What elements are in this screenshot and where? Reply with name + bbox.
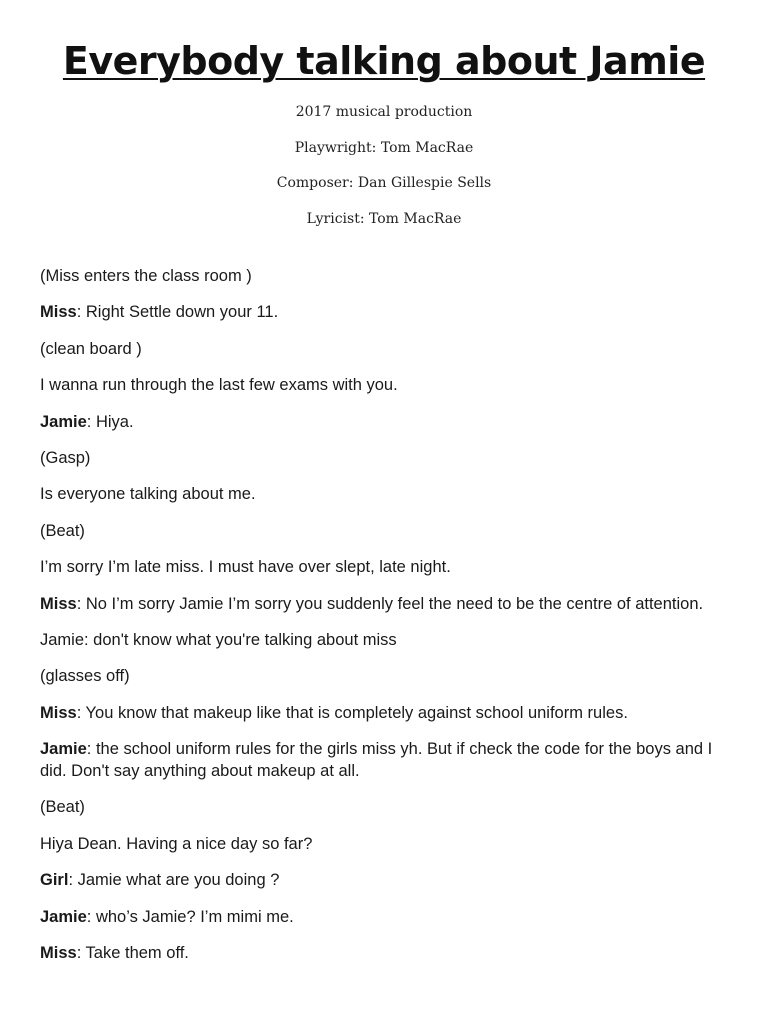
line-text: : Right Settle down your 11. [76,303,279,322]
script-line [40,338,730,360]
script-line [40,796,730,818]
production-year: 2017 musical production [295,104,473,120]
script-line [40,833,730,855]
speaker-name: Miss [40,594,77,613]
script-line [40,869,730,891]
script-line [40,411,730,433]
line-text: : You know that makeup like that is completely against school uniform rules. [76,703,628,722]
speaker-name: Miss [40,703,77,722]
script-line [40,738,730,782]
line-text: Hiya Dean. Having a nice day so far? [40,834,313,853]
line-text: (glasses off) [40,667,130,686]
line-text: (Beat) [40,798,85,817]
line-text: : Take them off. [76,944,189,963]
script-line [40,447,730,469]
speaker-name: Jamie [40,907,87,926]
script-line [40,556,730,578]
speaker-name: Girl [40,871,69,890]
line-text: (Beat) [40,521,85,540]
script-line [40,265,730,287]
script-line [40,629,730,651]
line-text: : Hiya. [86,412,134,431]
line-text: : who’s Jamie? I’m mimi me. [86,907,294,926]
script-line [40,520,730,542]
script-line [40,374,730,396]
line-text: (Gasp) [40,448,91,467]
line-text: I wanna run through the last few exams with you. [40,376,398,395]
speaker-name: Jamie [40,412,87,431]
production-credits [0,100,768,242]
line-text: : Jamie what are you doing ? [68,871,280,890]
script-line [40,942,730,964]
script-line [40,906,730,928]
line-text: (clean board ) [40,339,142,358]
line-text: : the school uniform rules for the girls miss yh. But if check the code for the boys and I did. Don't say anything about makeup at all. [40,740,713,781]
script-line [40,702,730,724]
line-text: (Miss enters the class room ) [40,267,252,285]
script-line [40,301,730,323]
speaker-name: Miss [40,303,77,322]
composer-credit: Composer: Dan Gillespie Sells [276,175,492,191]
line-text: Is everyone talking about me. [40,485,256,504]
line-text: Jamie: don't know what you're talking about miss [40,630,397,649]
script-body [40,265,730,978]
script-line [40,483,730,505]
script-line [40,665,730,687]
lyricist-credit: Lyricist: Tom MacRae [306,210,462,227]
line-text: : No I’m sorry Jamie I’m sorry you suddenly feel the need to be the centre of attention. [76,594,704,613]
speaker-name: Jamie [40,740,87,759]
playwright-credit: Playwright: Tom MacRae [294,139,474,156]
speaker-name: Miss [40,944,77,963]
line-text: I’m sorry I’m late miss. I must have over slept, late night. [40,558,451,577]
document-title: Everybody talking about Jamie [62,39,706,83]
script-line [40,593,730,615]
